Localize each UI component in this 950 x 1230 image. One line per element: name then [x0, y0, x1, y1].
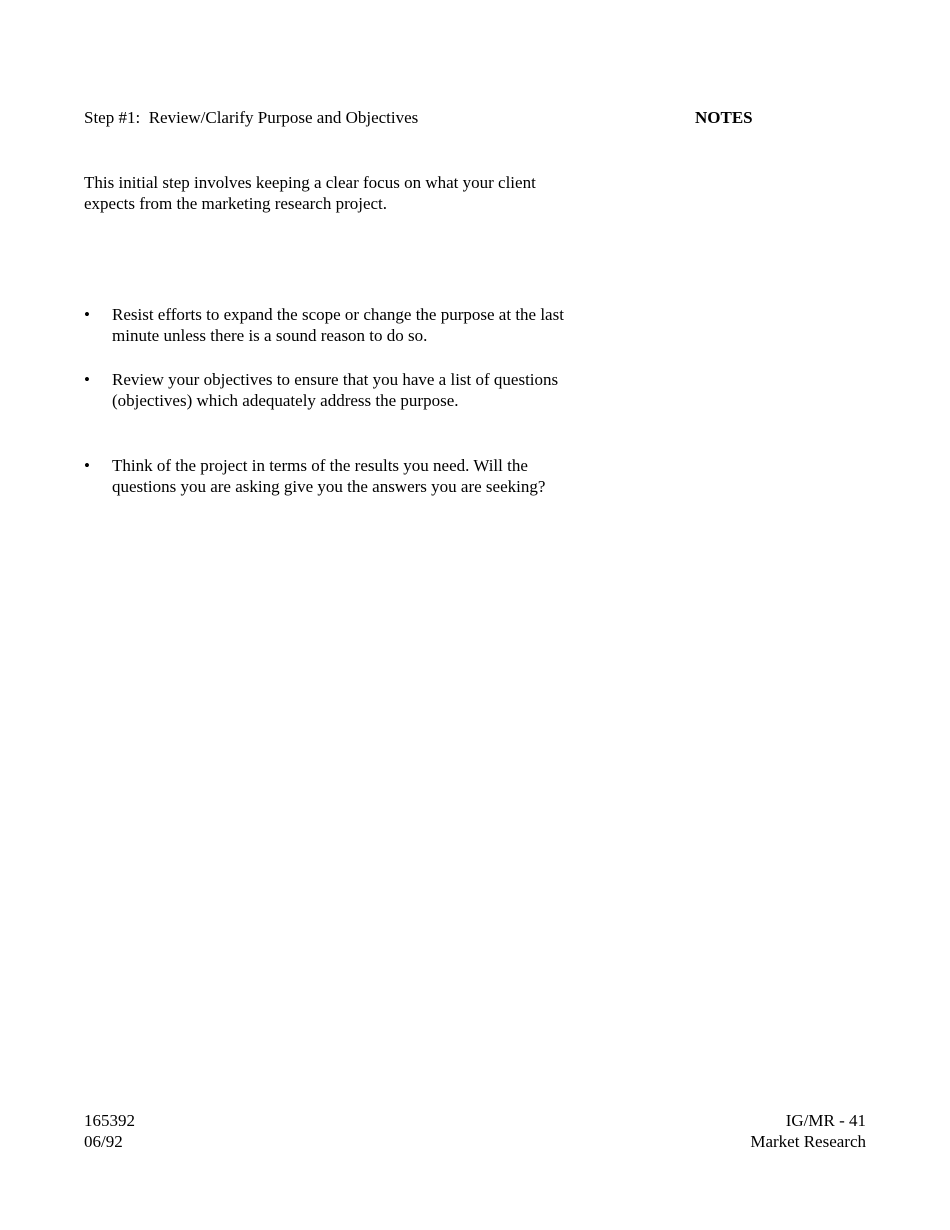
bullet-icon: •: [84, 370, 90, 389]
page-reference: IG/MR - 41: [785, 1111, 866, 1130]
list-item: [84, 304, 604, 346]
bullet-text: Review your objectives to ensure that you have a list of questions (objectives) which adequately address the purpose.: [112, 370, 559, 410]
list-item: [84, 369, 604, 411]
document-date: 06/92: [84, 1132, 123, 1151]
bullet-icon: •: [84, 456, 90, 475]
footer-left: [84, 1110, 135, 1152]
bullet-list: [84, 304, 604, 497]
footer-right: [750, 1110, 866, 1152]
document-number: 165392: [84, 1111, 135, 1130]
bullet-text: Resist efforts to expand the scope or change the purpose at the last minute unless there is a sound reason to do so.: [112, 305, 564, 345]
notes-label: NOTES: [695, 108, 753, 127]
section-name: Market Research: [750, 1132, 866, 1151]
bullet-text: Think of the project in terms of the results you need. Will the questions you are asking give you the answers you are seeking?: [112, 456, 546, 496]
intro-paragraph: This initial step involves keeping a clear focus on what your client expects from the marketing research project.: [84, 173, 536, 213]
list-item: [84, 455, 604, 497]
step-heading: Step #1: Review/Clarify Purpose and Objectives: [84, 108, 419, 127]
bullet-icon: •: [84, 305, 90, 324]
